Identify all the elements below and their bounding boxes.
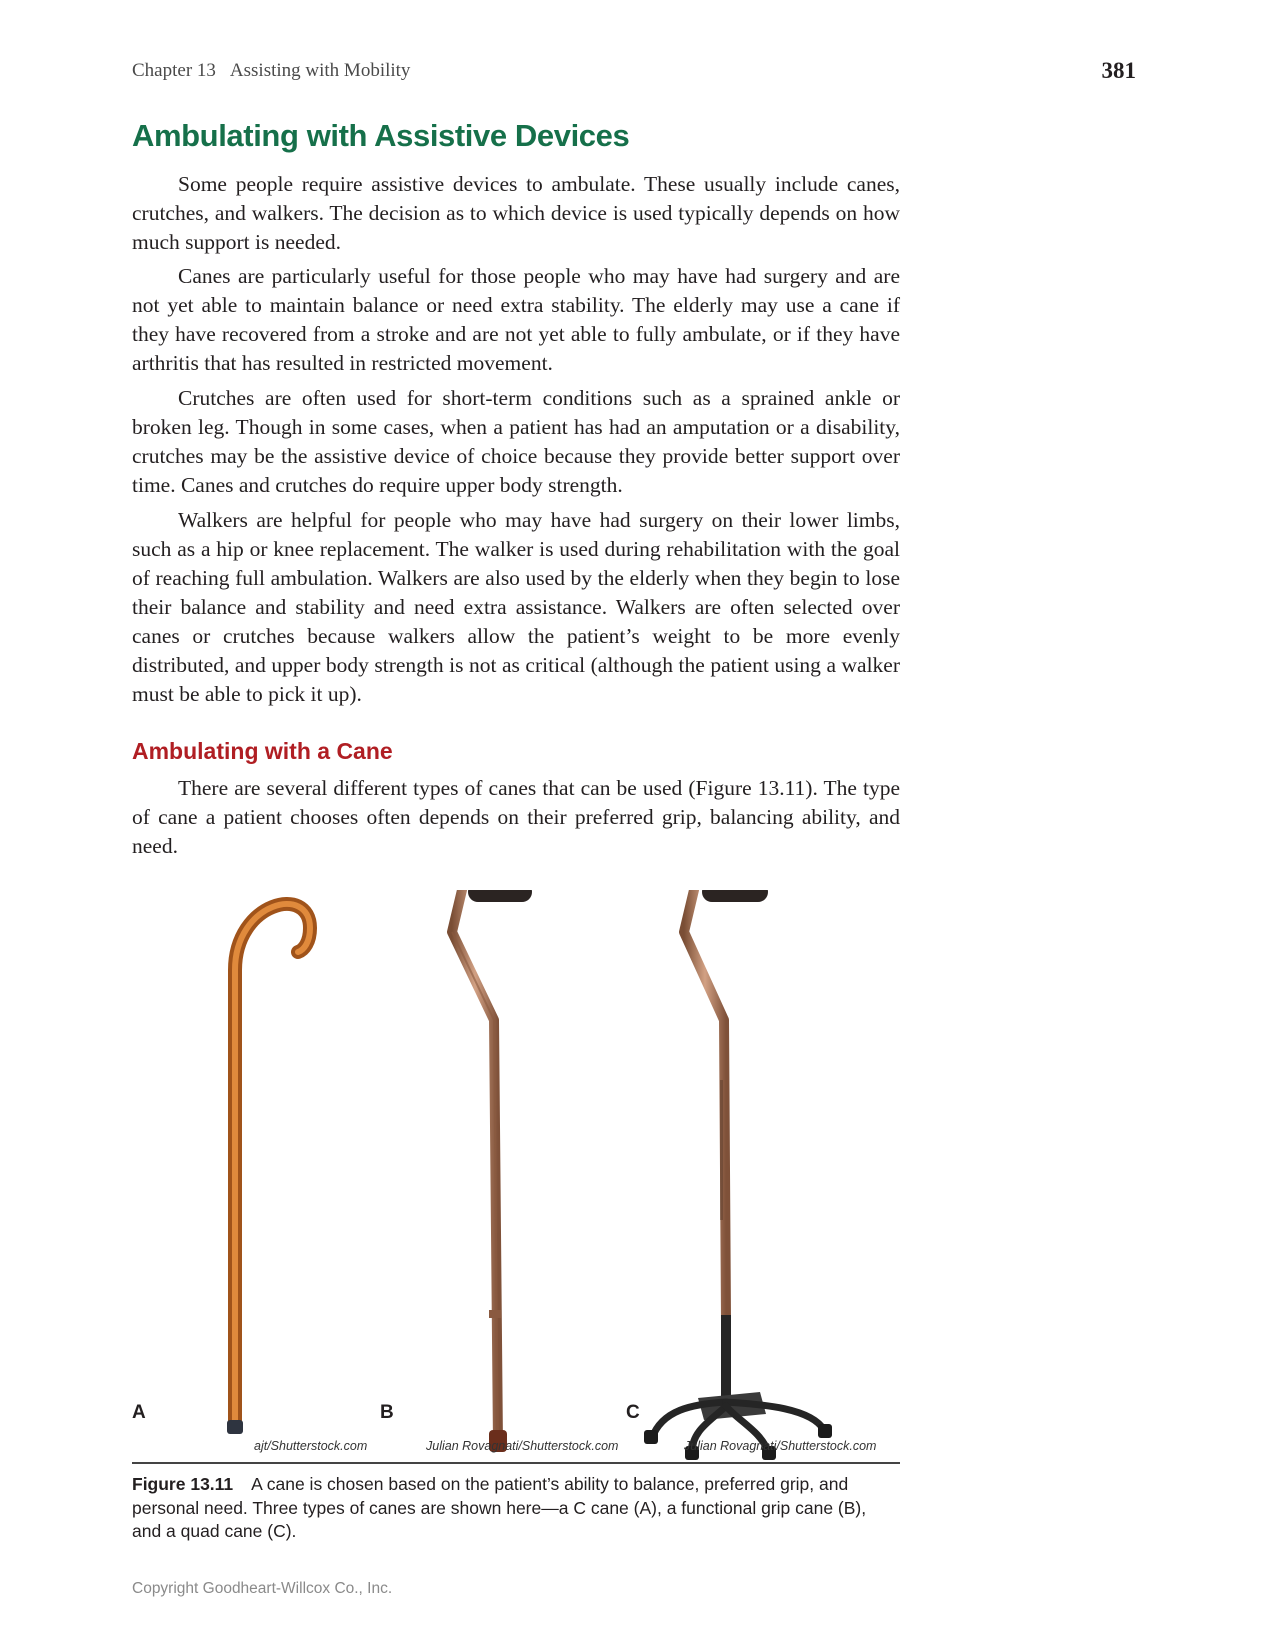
- grip-handle: [702, 890, 768, 902]
- panel-label-b: B: [380, 1402, 394, 1423]
- paragraph: Crutches are often used for short-term conditions such as a sprained ankle or broken leg. Though in some cases, when a patient has had an amputation or a disability, crutches may be the assistive device of choice because they provide better support over time. Canes and crutches do require upper body strength.: [132, 386, 900, 497]
- paragraph: Canes are particularly useful for those people who may have had surgery and are not yet able to maintain balance or need extra stability. The elderly may use a cane if they have recovered from a stroke and are not yet able to fully ambulate, or if they have arthritis that has resulted in restricted movement.: [132, 264, 900, 375]
- copyright-notice: Copyright Goodheart-Willcox Co., Inc.: [132, 1580, 393, 1597]
- paragraph: Some people require assistive devices to ambulate. These usually include canes, crutches, and walkers. The decision as to which device is used typically depends on how much support is needed.: [132, 172, 900, 254]
- photo-credit-b: Julian Rovagnati/Shutterstock.com: [426, 1439, 619, 1453]
- figure-caption-text: A cane is chosen based on the patient’s ability to balance, preferred grip, and personal need. Three types of canes are shown here—a C cane (A), a functional grip cane (B), and a quad cane (C).: [132, 1474, 867, 1541]
- figure-number: Figure 13.11: [132, 1474, 234, 1494]
- page-number: 381: [1101, 58, 1136, 83]
- paragraph: Walkers are helpful for people who may have had surgery on their lower limbs, such as a hip or knee replacement. The walker is used during rehabilitation with the goal of reaching full ambulation. Walkers are also used by the elderly when they begin to lose their balance and stability and need extra assistance. Walkers are often selected over canes or crutches because walkers allow the patient’s weight to be more evenly distributed, and upper body strength is not as critical (although the patient using a walker must be able to pick it up).: [132, 508, 900, 706]
- figure-rule: [132, 1462, 900, 1464]
- grip-handle: [468, 890, 532, 902]
- rubber-tip: [227, 1420, 243, 1434]
- chapter-number: Chapter 13: [132, 60, 216, 81]
- figure-caption: [132, 1473, 900, 1544]
- chapter-title: Assisting with Mobility: [229, 60, 411, 81]
- cane-illustrations: [132, 890, 900, 1462]
- photo-credit-c: Julian Rovagnati/Shutterstock.com: [684, 1439, 877, 1453]
- quad-cane-image: [644, 890, 832, 1460]
- running-head: [132, 60, 410, 82]
- subsection-heading: Ambulating with a Cane: [132, 738, 393, 764]
- panel-label-a: A: [132, 1402, 146, 1423]
- figure: [132, 890, 900, 1470]
- paragraph: There are several different types of canes that can be used (Figure 13.11). The type of cane a patient chooses often depends on their preferred grip, balancing ability, and need.: [132, 776, 900, 858]
- functional-grip-cane-image: [452, 890, 532, 1452]
- c-cane-image: [227, 904, 310, 1434]
- section-heading: Ambulating with Assistive Devices: [132, 118, 630, 153]
- panel-label-c: C: [626, 1402, 640, 1423]
- photo-credit-a: ajt/Shutterstock.com: [254, 1439, 368, 1453]
